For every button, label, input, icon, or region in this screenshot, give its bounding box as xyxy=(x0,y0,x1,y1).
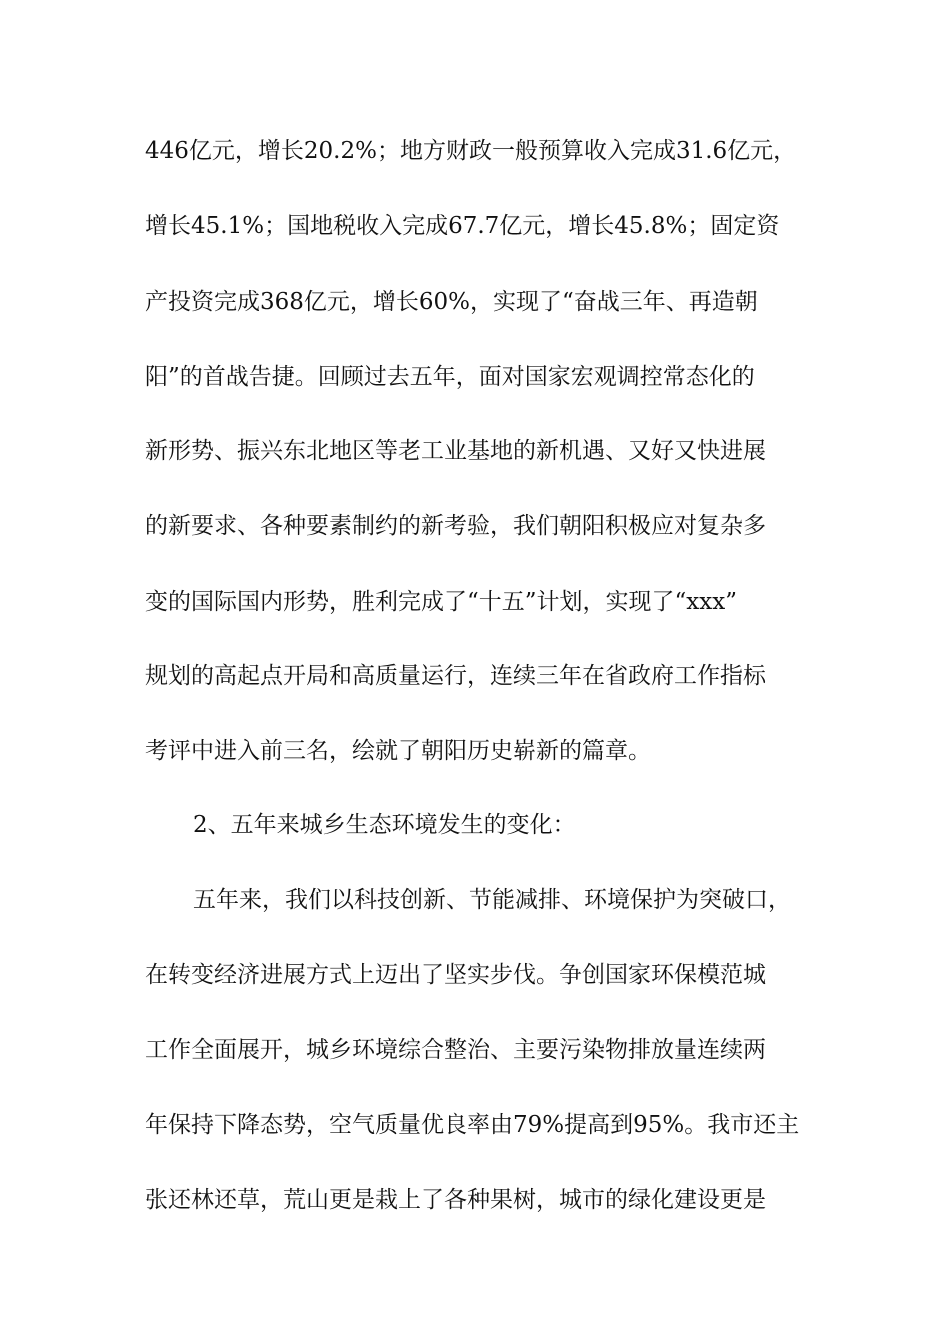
text-line: 变的国际国内形势，胜利完成了“十五”计划，实现了“xxx” xyxy=(145,589,737,615)
text-line: 考评中进入前三名，绘就了朝阳历史崭新的篇章。 xyxy=(145,738,651,764)
section-heading: 2、五年来城乡生态环境发生的变化： xyxy=(193,812,576,838)
text-line: 446亿元，增长20.2%；地方财政一般预算收入完成31.6亿元， xyxy=(145,138,797,164)
text-line: 年保持下降态势，空气质量优良率由79%提高到95%。我市还主 xyxy=(145,1112,800,1138)
text-line: 增长45.1%；国地税收入完成67.7亿元，增长45.8%；固定资 xyxy=(145,213,780,239)
text-line: 工作全面展开，城乡环境综合整治、主要污染物排放量连续两 xyxy=(145,1037,766,1063)
text-line: 新形势、振兴东北地区等老工业基地的新机遇、又好又快进展 xyxy=(145,438,766,464)
text-line: 阳”的首战告捷。回顾过去五年，面对国家宏观调控常态化的 xyxy=(145,364,755,390)
paragraph-first-line: 五年来，我们以科技创新、节能减排、环境保护为突破口， xyxy=(193,887,791,913)
text-line: 张还林还草，荒山更是栽上了各种果树，城市的绿化建设更是 xyxy=(145,1187,766,1213)
text-line: 在转变经济进展方式上迈出了坚实步伐。争创国家环保模范城 xyxy=(145,962,766,988)
text-line: 的新要求、各种要素制约的新考验，我们朝阳积极应对复杂多 xyxy=(145,513,766,539)
text-line: 规划的高起点开局和高质量运行，连续三年在省政府工作指标 xyxy=(145,663,766,689)
text-line: 产投资完成368亿元，增长60%，实现了“奋战三年、再造朝 xyxy=(145,289,758,315)
